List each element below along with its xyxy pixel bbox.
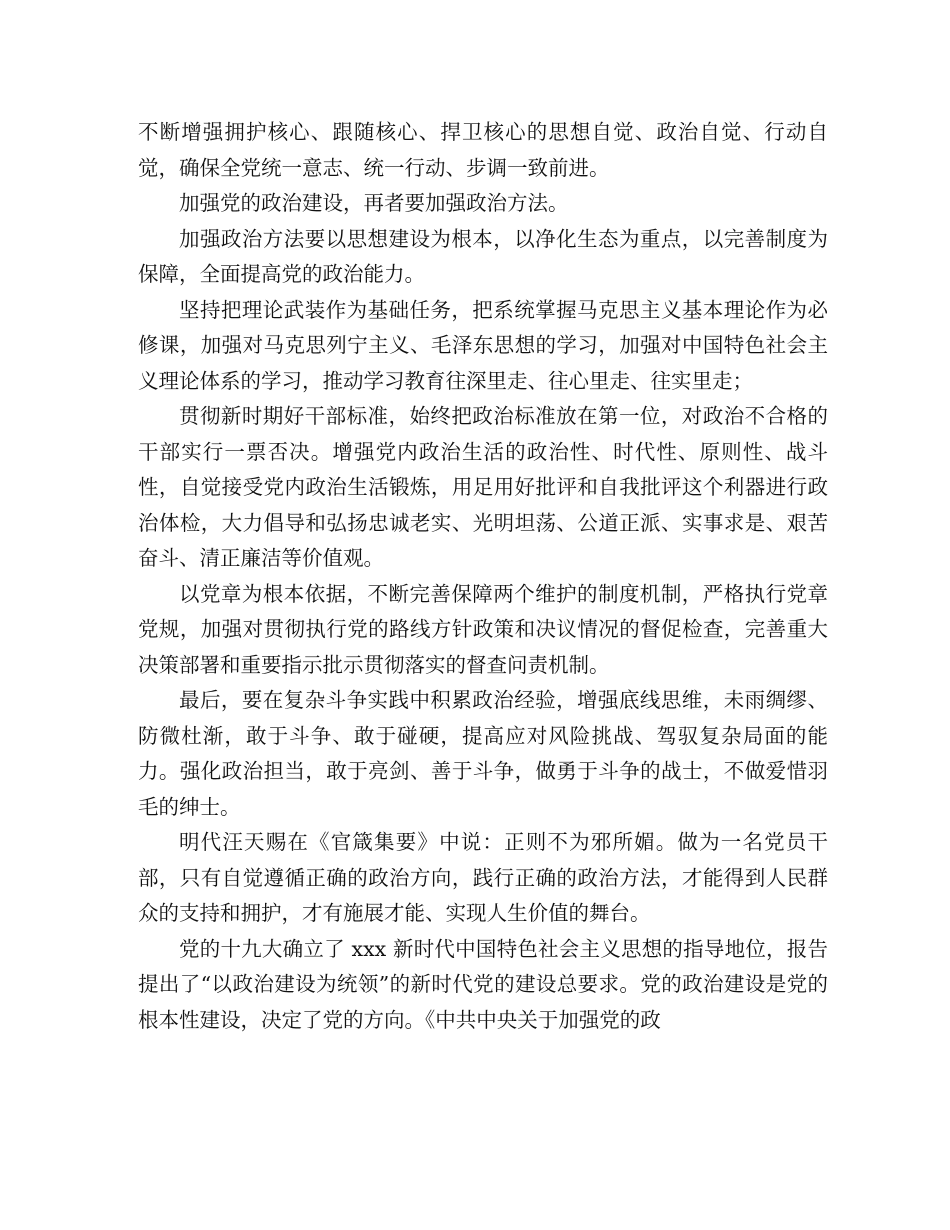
paragraph: 坚持把理论武装作为基础任务，把系统掌握马克思主义基本理论作为必修课，加强对马克思列宁主义、毛泽东思想的学习，加强对中国特色社会主义理论体系的学习，推动学习教育往深里走、往心里走、往实里走； (138, 297, 828, 393)
paragraph: 党的十九大确立了 xxx 新时代中国特色社会主义思想的指导地位，报告提出了“以政治建设为统领”的新时代党的建设总要求。党的政治建设是党的根本性建设，决定了党的方向。《中共中央关于加强党的政 (138, 936, 828, 1032)
paragraph: 加强政治方法要以思想建设为根本，以净化生态为重点，以完善制度为保障，全面提高党的政治能力。 (138, 226, 828, 286)
paragraph: 以党章为根本依据，不断完善保障两个维护的制度机制，严格执行党章党规，加强对贯彻执行党的路线方针政策和决议情况的督促检查，完善重大决策部署和重要指示批示贯彻落实的督查问责机制。 (138, 581, 828, 677)
paragraph: 最后，要在复杂斗争实践中积累政治经验，增强底线思维，未雨绸缪、防微杜渐，敢于斗争、敢于碰硬，提高应对风险挑战、驾驭复杂局面的能力。强化政治担当，敢于亮剑、善于斗争，做勇于斗争的战士，不做爱惜羽毛的绅士。 (138, 688, 828, 819)
paragraph: 明代汪天赐在《官箴集要》中说：正则不为邪所媚。做为一名党员干部，只有自觉遵循正确的政治方向，践行正确的政治方法，才能得到人民群众的支持和拥护，才有施展才能、实现人生价值的舞台。 (138, 830, 828, 925)
paragraph: 贯彻新时期好干部标准，始终把政治标准放在第一位，对政治不合格的干部实行一票否决。增强党内政治生活的政治性、时代性、原则性、战斗性，自觉接受党内政治生活锻炼，用足用好批评和自我批评这个利器进行政治体检，大力倡导和弘扬忠诚老实、光明坦荡、公道正派、实事求是、艰苦奋斗、清正廉洁等价值观。 (138, 404, 828, 570)
paragraph: 加强党的政治建设，再者要加强政治方法。 (179, 191, 569, 215)
document-body (138, 115, 828, 1038)
paragraph-continued: 不断增强拥护核心、跟随核心、捍卫核心的思想自觉、政治自觉、行动自觉，确保全党统一意志、统一行动、步调一致前进。 (138, 120, 828, 180)
